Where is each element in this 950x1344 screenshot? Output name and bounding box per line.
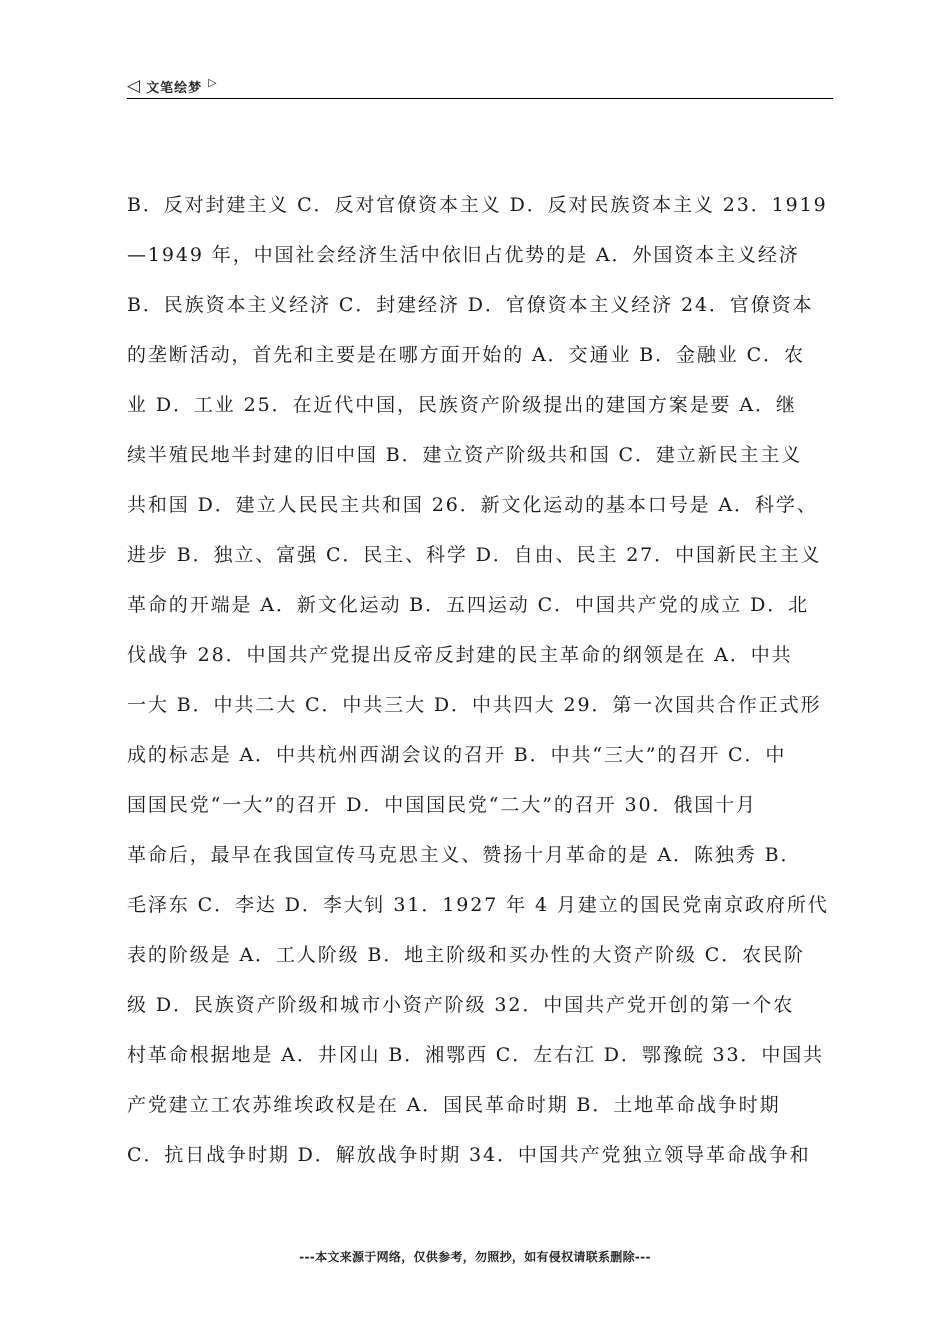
text-line: 伐战争 28．中国共产党提出反帝反封建的民主革命的纲领是在 A．中共 <box>127 644 793 666</box>
text-line: 产党建立工农苏维埃政权是在 A．国民革命时期 B．土地革命战争时期 <box>127 1094 781 1116</box>
header-brand: 文笔绘梦 <box>146 80 203 96</box>
text-line: 共和国 D．建立人民民主共和国 26．新文化运动的基本口号是 A．科学、 <box>127 494 818 516</box>
text-line: —1949 年，中国社会经济生活中依旧占优势的是 A．外国资本主义经济 <box>127 244 800 266</box>
page-header <box>127 74 833 98</box>
text-line: C．抗日战争时期 D．解放战争时期 34．中国共产党独立领导革命战争和 <box>127 1144 811 1166</box>
text-line: B．反对封建主义 C．反对官僚资本主义 D．反对民族资本主义 23．1919 <box>127 194 828 216</box>
footer-disclaimer: ---本文来源于网络，仅供参考，勿照抄，如有侵权请联系删除--- <box>299 1250 651 1264</box>
text-line: 续半殖民地半封建的旧中国 B．建立资产阶级共和国 C．建立新民主主义 <box>127 444 803 466</box>
header-divider <box>127 98 833 99</box>
text-line: 进步 B．独立、富强 C．民主、科学 D．自由、民主 27．中国新民主主义 <box>127 544 822 566</box>
text-line: 村革命根据地是 A．井冈山 B．湘鄂西 C．左右江 D．鄂豫皖 33．中国共 <box>127 1044 825 1066</box>
text-line: 表的阶级是 A．工人阶级 B．地主阶级和买办性的大资产阶级 C．农民阶 <box>127 944 805 966</box>
text-line: 革命后，最早在我国宣传马克思主义、赞扬十月革命的是 A．陈独秀 B． <box>127 844 802 866</box>
triangle-right-icon: ▷ <box>208 75 217 89</box>
text-line: 成的标志是 A．中共杭州西湖会议的召开 B．中共“三大”的召开 C．中 <box>127 744 787 766</box>
text-line: B．民族资本主义经济 C．封建经济 D．官僚资本主义经济 24．官僚资本 <box>127 294 814 316</box>
text-line: 毛泽东 C．李达 D．李大钊 31．1927 年 4 月建立的国民党南京政府所代 <box>127 894 829 916</box>
text-line: 业 D．工业 25．在近代中国，民族资产阶级提出的建国方案是要 A．继 <box>127 394 797 416</box>
text-line: 的垄断活动，首先和主要是在哪方面开始的 A．交通业 B．金融业 C．农 <box>127 344 805 366</box>
text-line: 国国民党“一大”的召开 D．中国国民党“二大”的召开 30．俄国十月 <box>127 794 757 816</box>
document-body <box>127 180 833 1180</box>
text-line: 级 D．民族资产阶级和城市小资产阶级 32．中国共产党开创的第一个农 <box>127 994 795 1016</box>
triangle-left-icon: ◁ <box>127 75 141 96</box>
text-line: 革命的开端是 A．新文化运动 B．五四运动 C．中国共产党的成立 D．北 <box>127 594 810 616</box>
text-line: 一大 B．中共二大 C．中共三大 D．中共四大 29．第一次国共合作正式形 <box>127 694 822 716</box>
